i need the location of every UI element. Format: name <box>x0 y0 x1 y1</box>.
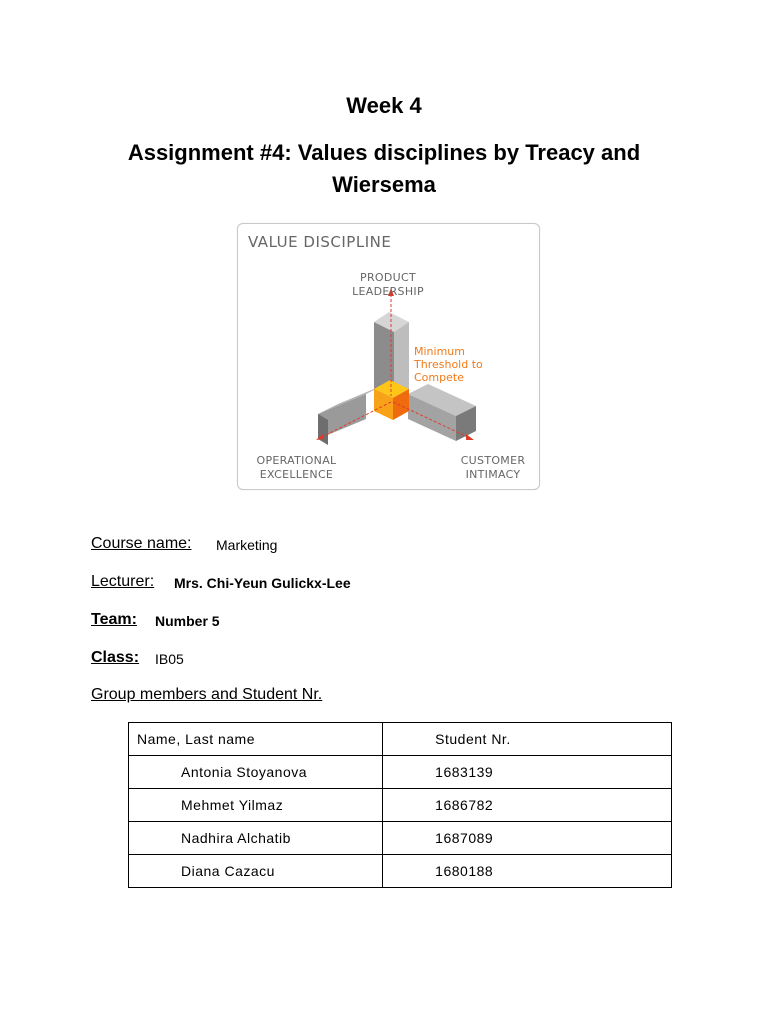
member-name: Nadhira Alchatib <box>129 822 383 855</box>
member-name: Mehmet Yilmaz <box>129 789 383 822</box>
assignment-title: Assignment #4: Values disciplines by Treacy and Wiersema <box>127 140 641 197</box>
group-row <box>91 686 322 704</box>
member-name: Diana Cazacu <box>129 855 383 888</box>
team-value: Number 5 <box>155 613 220 629</box>
team-row <box>91 611 220 629</box>
week-heading: Week 4 <box>346 93 422 118</box>
class-value: IB05 <box>155 651 184 667</box>
course-value: Marketing <box>216 537 278 553</box>
lecturer-label: Lecturer: <box>91 573 155 590</box>
product-leadership-label: PRODUCT LEADERSHIP <box>352 271 424 298</box>
course-row <box>91 535 278 553</box>
lecturer-value: Mrs. Chi-Yeun Gulickx-Lee <box>174 575 351 591</box>
member-name: Antonia Stoyanova <box>129 756 383 789</box>
threshold-label: Minimum Threshold to Compete <box>414 345 483 384</box>
figure-title: VALUE DISCIPLINE <box>248 233 392 251</box>
members-table <box>128 722 672 888</box>
team-label: Team: <box>91 611 137 628</box>
table-header-row <box>129 723 672 756</box>
header-student-nr: Student Nr. <box>383 723 672 756</box>
customer-intimacy-label: CUSTOMER INTIMACY <box>460 454 526 481</box>
table-row <box>129 756 672 789</box>
member-number: 1683139 <box>383 756 672 789</box>
table-row <box>129 855 672 888</box>
table-row <box>129 789 672 822</box>
class-row <box>91 649 184 667</box>
class-label: Class: <box>91 649 140 666</box>
table-row <box>129 822 672 855</box>
group-members-label: Group members and Student Nr. <box>91 686 323 703</box>
header-name: Name, Last name <box>129 723 383 756</box>
lecturer-row <box>91 573 351 591</box>
member-number: 1686782 <box>383 789 672 822</box>
value-discipline-figure <box>237 223 540 490</box>
course-label: Course name: <box>91 535 192 552</box>
operational-excellence-label: OPERATIONAL EXCELLENCE <box>256 454 337 481</box>
member-number: 1680188 <box>383 855 672 888</box>
member-number: 1687089 <box>383 822 672 855</box>
